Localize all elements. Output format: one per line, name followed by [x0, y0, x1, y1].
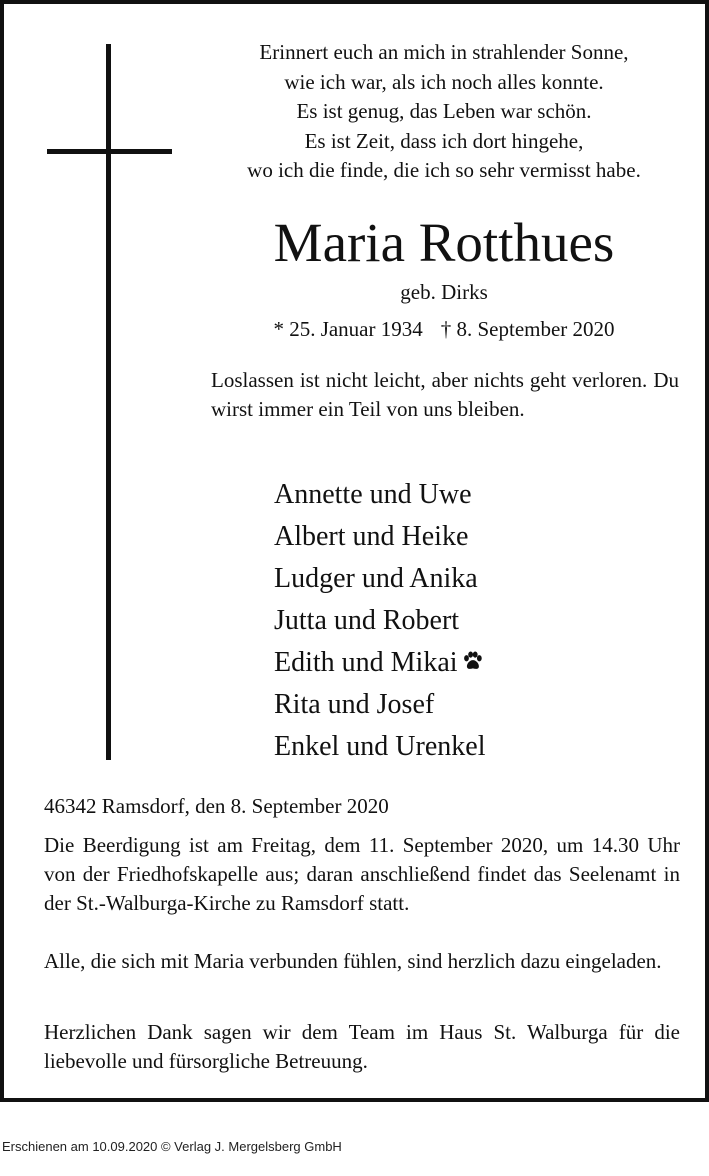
- cross-horizontal-bar: [47, 149, 172, 154]
- birth-name: geb. Dirks: [400, 280, 488, 304]
- farewell-quote: Loslassen ist nicht leicht, aber nichts geht verloren. Du wirst immer ein Teil von uns bleiben.: [211, 368, 679, 421]
- death-date: † 8. September 2020: [440, 317, 615, 341]
- family-member: Rita und Josef: [274, 689, 435, 720]
- family-member: Jutta und Robert: [274, 605, 460, 636]
- paw-icon: [461, 650, 483, 672]
- poem-line: wie ich war, als ich noch alles konnte.: [284, 69, 604, 94]
- family-member: Edith und Mikai: [274, 647, 458, 678]
- birth-date: * 25. Januar 1934: [273, 317, 423, 341]
- deceased-name: Maria Rotthues: [273, 212, 615, 273]
- poem-line: Es ist genug, das Leben war schön.: [296, 99, 592, 123]
- poem: [204, 38, 684, 186]
- family-member: Ludger und Anika: [274, 563, 478, 594]
- poem-line: wo ich die finde, die ich so sehr vermisst habe.: [247, 158, 641, 182]
- life-dates: [204, 315, 684, 343]
- family-member-with-pet: [274, 642, 674, 684]
- place-date: 46342 Ramsdorf, den 8. September 2020: [44, 794, 389, 818]
- thanks-text: Herzlichen Dank sagen wir dem Team im Haus St. Walburga für die liebevolle und fürsorgliche Betreuung.: [44, 1020, 680, 1073]
- family-member: Annette und Uwe: [274, 479, 472, 510]
- poem-line: Erinnert euch an mich in strahlender Sonne,: [259, 40, 629, 64]
- funeral-info: Die Beerdigung ist am Freitag, dem 11. September 2020, um 14.30 Uhr von der Friedhofskapelle aus; daran anschließend findet das Seelenamt in der St.-Walburga-Kirche zu Ramsdorf statt.: [44, 833, 680, 915]
- family-member: Enkel und Urenkel: [274, 731, 486, 762]
- invitation-text: Alle, die sich mit Maria verbunden fühlen, sind herzlich dazu eingeladen.: [44, 949, 662, 973]
- poem-line: Es ist Zeit, dass ich dort hingehe,: [304, 128, 584, 153]
- family-list: [274, 474, 674, 768]
- family-member: Albert und Heike: [274, 521, 469, 552]
- publication-footer: Erschienen am 10.09.2020 © Verlag J. Mergelsberg GmbH: [2, 1139, 342, 1154]
